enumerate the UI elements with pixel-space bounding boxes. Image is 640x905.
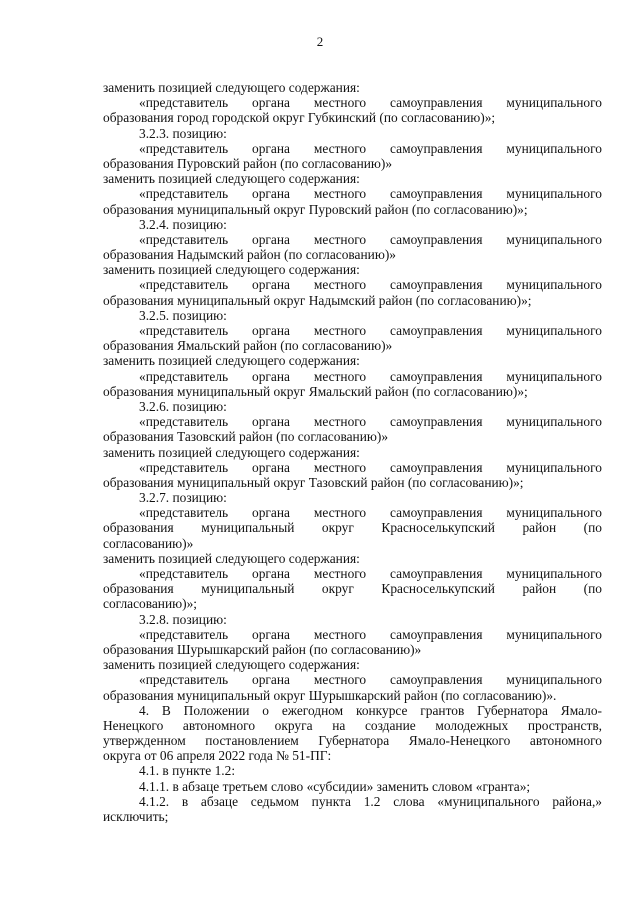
text-line: исключить; <box>103 809 169 824</box>
text-line: 3.2.4. позицию: <box>139 216 227 232</box>
text-line: Ненецкого автономного округа на создание молодежных пространств, <box>103 717 602 733</box>
text-line: образования Надымский район (по согласованию)» <box>103 247 396 263</box>
text-line: 3.2.7. позицию: <box>139 490 227 506</box>
text-line: заменить позицией следующего содержания: <box>103 353 360 369</box>
text-line: образования Пуровский район (по согласованию)» <box>103 155 393 171</box>
text-line: образования муниципальный округ Надымский район (по согласованию)»; <box>103 292 532 308</box>
text-line: округа от 06 апреля 2022 года № 51-ПГ: <box>103 748 332 764</box>
text-line: 3.2.6. позицию: <box>139 398 227 414</box>
text-line: заменить позицией следующего содержания: <box>103 262 360 278</box>
text-line: заменить позицией следующего содержания: <box>103 171 360 187</box>
text-line: заменить позицией следующего содержания: <box>103 444 360 460</box>
text-line: образования Тазовский район (по согласованию)» <box>103 429 389 445</box>
text-line: заменить позицией следующего содержания: <box>103 657 360 673</box>
text-line: образования муниципальный округ Шурышкарский район (по согласованию)». <box>103 687 557 703</box>
text-line: согласованию)»; <box>103 596 198 612</box>
text-line: «представитель органа местного самоуправления муниципального <box>139 626 602 642</box>
text-line: «представитель органа местного самоуправления муниципального <box>139 566 602 581</box>
text-line: «представитель органа местного самоуправления муниципального <box>139 459 602 475</box>
text-line: 4. В Положении о ежегодном конкурсе грантов Губернатора Ямало- <box>139 702 602 718</box>
text-line: «представитель органа местного самоуправления муниципального <box>139 368 602 384</box>
text-line: образования муниципальный округ Красноселькупский район (по <box>103 581 602 597</box>
text-line: 4.1. в пункте 1.2: <box>139 763 236 779</box>
text-line: «представитель органа местного самоуправления муниципального <box>139 672 602 688</box>
text-line: образования Шурышкарский район (по согласованию)» <box>103 641 422 657</box>
text-line: «представитель органа местного самоуправления муниципального <box>139 414 602 430</box>
text-line: образования муниципальный округ Тазовский район (по согласованию)»; <box>103 474 524 490</box>
document-body <box>103 80 602 824</box>
text-line: «представитель органа местного самоуправления муниципального <box>139 505 602 521</box>
text-line: заменить позицией следующего содержания: <box>103 550 360 566</box>
text-line: утвержденном постановлением Губернатора Ямало-Ненецкого автономного <box>103 733 602 749</box>
text-line: «представитель органа местного самоуправления муниципального <box>139 231 602 247</box>
text-line: образования муниципальный округ Пуровский район (по согласованию)»; <box>103 201 528 217</box>
text-line: 4.1.1. в абзаце третьем слово «субсидии» заменить словом «гранта»; <box>139 778 531 794</box>
text-line: 3.2.3. позицию: <box>139 125 227 141</box>
text-line: согласованию)» <box>103 535 194 551</box>
text-line: образования муниципальный округ Красноселькупский район (по <box>103 520 602 536</box>
text-line: «представитель органа местного самоуправления муниципального <box>139 140 602 156</box>
text-line: образования муниципальный округ Ямальский район (по согласованию)»; <box>103 383 528 399</box>
text-line: «представитель органа местного самоуправления муниципального <box>139 95 602 111</box>
page-number: 2 <box>316 34 324 49</box>
text-line: «представитель органа местного самоуправления муниципального <box>139 277 602 293</box>
text-line: 3.2.8. позицию: <box>139 611 227 627</box>
text-line: образования Ямальский район (по согласованию)» <box>103 338 393 354</box>
text-line: «представитель органа местного самоуправления муниципального <box>139 186 602 202</box>
text-line: 3.2.5. позицию: <box>139 307 227 323</box>
text-line: «представитель органа местного самоуправления муниципального <box>139 323 602 338</box>
text-line: образования город городской округ Губкинский (по согласованию)»; <box>103 110 496 126</box>
text-line: 4.1.2. в абзаце седьмом пункта 1.2 слова «муниципального района,» <box>139 793 602 809</box>
text-line: заменить позицией следующего содержания: <box>103 80 360 95</box>
